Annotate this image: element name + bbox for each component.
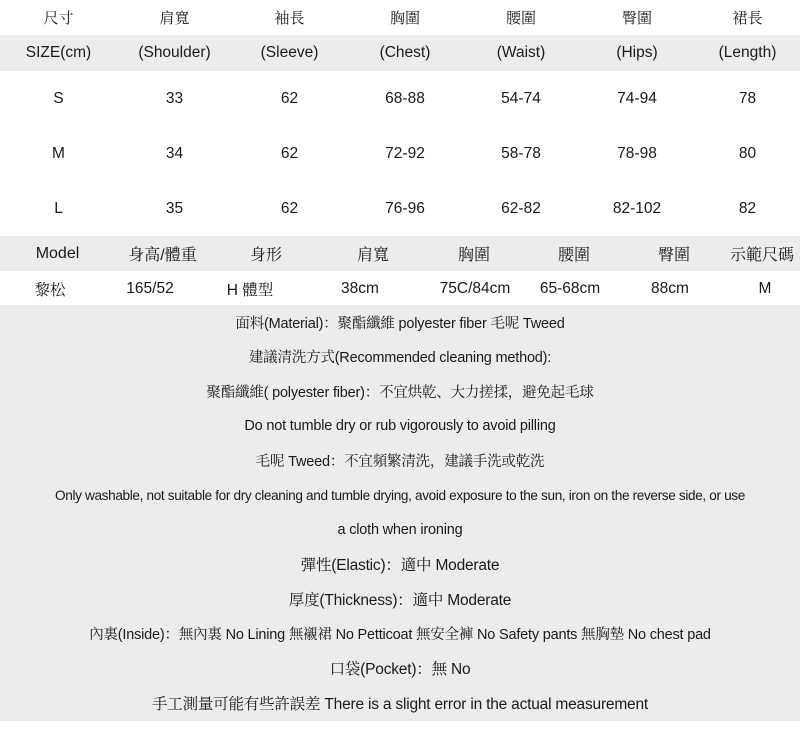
- model-header-sample-size: 示範尺碼: [729, 247, 794, 264]
- product-notes: [0, 305, 800, 721]
- model-header-model: Model: [35, 244, 80, 262]
- size-row-l: [0, 181, 800, 236]
- table-cell: 74-94: [617, 89, 657, 107]
- note-cleaning-heading: 建議清洗方式(Recommended cleaning method):: [248, 350, 552, 367]
- table-cell: 34: [165, 144, 184, 162]
- note-measurement-error: 手工測量可能有些許誤差 There is a slight error in the actual measurement: [151, 695, 648, 713]
- model-shoulder: 38cm: [341, 279, 379, 297]
- model-table-row: [0, 271, 800, 306]
- table-cell: 58-78: [501, 144, 541, 162]
- model-height-weight: 165/52: [126, 279, 174, 297]
- table-cell: L: [54, 199, 63, 217]
- note-pocket: 口袋(Pocket)：無 No: [329, 661, 471, 679]
- note-elastic: 彈性(Elastic)：適中 Moderate: [300, 557, 500, 575]
- size-table-header-en: [0, 35, 800, 71]
- model-header-hips: 臀圍: [657, 247, 690, 264]
- model-header-chest: 胸圍: [457, 247, 490, 264]
- table-cell: 76-96: [385, 199, 425, 217]
- header-cell-size-zh: 尺寸: [43, 10, 74, 27]
- model-header-body-shape: 身形: [249, 247, 282, 264]
- model-chest: 75C/84cm: [439, 279, 511, 297]
- header-cell-length-zh: 裙長: [732, 10, 763, 27]
- table-cell: 72-92: [385, 144, 425, 162]
- note-polyester-care: 聚酯纖維( polyester fiber)：不宜烘乾、大力搓揉，避免起毛球: [206, 384, 594, 401]
- model-waist: 65-68cm: [539, 279, 601, 297]
- table-cell: 78-98: [617, 144, 657, 162]
- model-table: [0, 236, 800, 306]
- header-cell-shoulder-en: (Shoulder): [138, 44, 211, 61]
- model-header-waist: 腰圍: [557, 247, 590, 264]
- model-table-header: [0, 236, 800, 271]
- model-header-shoulder: 肩寬: [356, 247, 389, 264]
- table-cell: 35: [165, 199, 184, 217]
- size-row-s: [0, 71, 800, 126]
- header-cell-size-en: SIZE(cm): [25, 44, 92, 61]
- table-cell: 62: [280, 89, 299, 107]
- model-body-shape: H 體型: [226, 281, 274, 299]
- note-thickness: 厚度(Thickness)：適中 Moderate: [288, 592, 512, 610]
- table-cell: S: [53, 89, 64, 107]
- table-cell: 80: [738, 144, 757, 162]
- table-cell: 33: [165, 89, 184, 107]
- note-tweed-care: 毛呢 Tweed：不宜頻繁清洗，建議手洗或乾洗: [255, 454, 545, 471]
- size-table-header-zh: [0, 0, 800, 35]
- table-cell: 78: [738, 89, 757, 107]
- header-cell-hips-en: (Hips): [616, 44, 658, 61]
- table-cell: 82-102: [612, 199, 662, 217]
- bottom-margin: [0, 721, 800, 756]
- table-cell: 62: [280, 144, 299, 162]
- size-table: [0, 0, 800, 236]
- header-cell-shoulder-zh: 肩寬: [159, 10, 190, 27]
- table-cell: 82: [738, 199, 757, 217]
- table-cell: 62-82: [501, 199, 541, 217]
- header-cell-length-en: (Length): [718, 44, 777, 61]
- table-cell: M: [52, 144, 65, 162]
- size-row-m: [0, 126, 800, 181]
- model-hips: 88cm: [651, 279, 689, 297]
- header-cell-hips-zh: 臀圍: [621, 10, 652, 27]
- header-cell-waist-en: (Waist): [496, 44, 546, 61]
- header-cell-chest-en: (Chest): [379, 44, 431, 61]
- table-cell: 54-74: [501, 89, 541, 107]
- note-inside: 內裏(Inside)：無內裏 No Lining 無襯裙 No Petticoat 無安全褲 No Safety pants 無胸墊 No chest pad: [89, 627, 711, 644]
- model-header-height-weight: 身高/體重: [128, 247, 197, 264]
- header-cell-waist-zh: 腰圍: [505, 10, 536, 27]
- model-sample-size: M: [758, 279, 772, 297]
- header-cell-sleeve-zh: 袖長: [274, 10, 305, 27]
- header-cell-sleeve-en: (Sleeve): [260, 44, 319, 61]
- table-cell: 62: [280, 199, 299, 217]
- note-tweed-care-en: Only washable, not suitable for dry cleaning and tumble drying, avoid exposure to the sun, iron on the reverse side, or use: [55, 487, 745, 503]
- model-name: 黎松: [34, 281, 66, 299]
- note-material: 面料(Material)：聚酯纖維 polyester fiber 毛呢 Tweed: [235, 315, 565, 332]
- note-tweed-care-en-cont: a cloth when ironing: [337, 521, 463, 538]
- table-cell: 68-88: [385, 89, 425, 107]
- note-polyester-care-en: Do not tumble dry or rub vigorously to avoid pilling: [244, 418, 556, 435]
- header-cell-chest-zh: 胸圍: [389, 10, 420, 27]
